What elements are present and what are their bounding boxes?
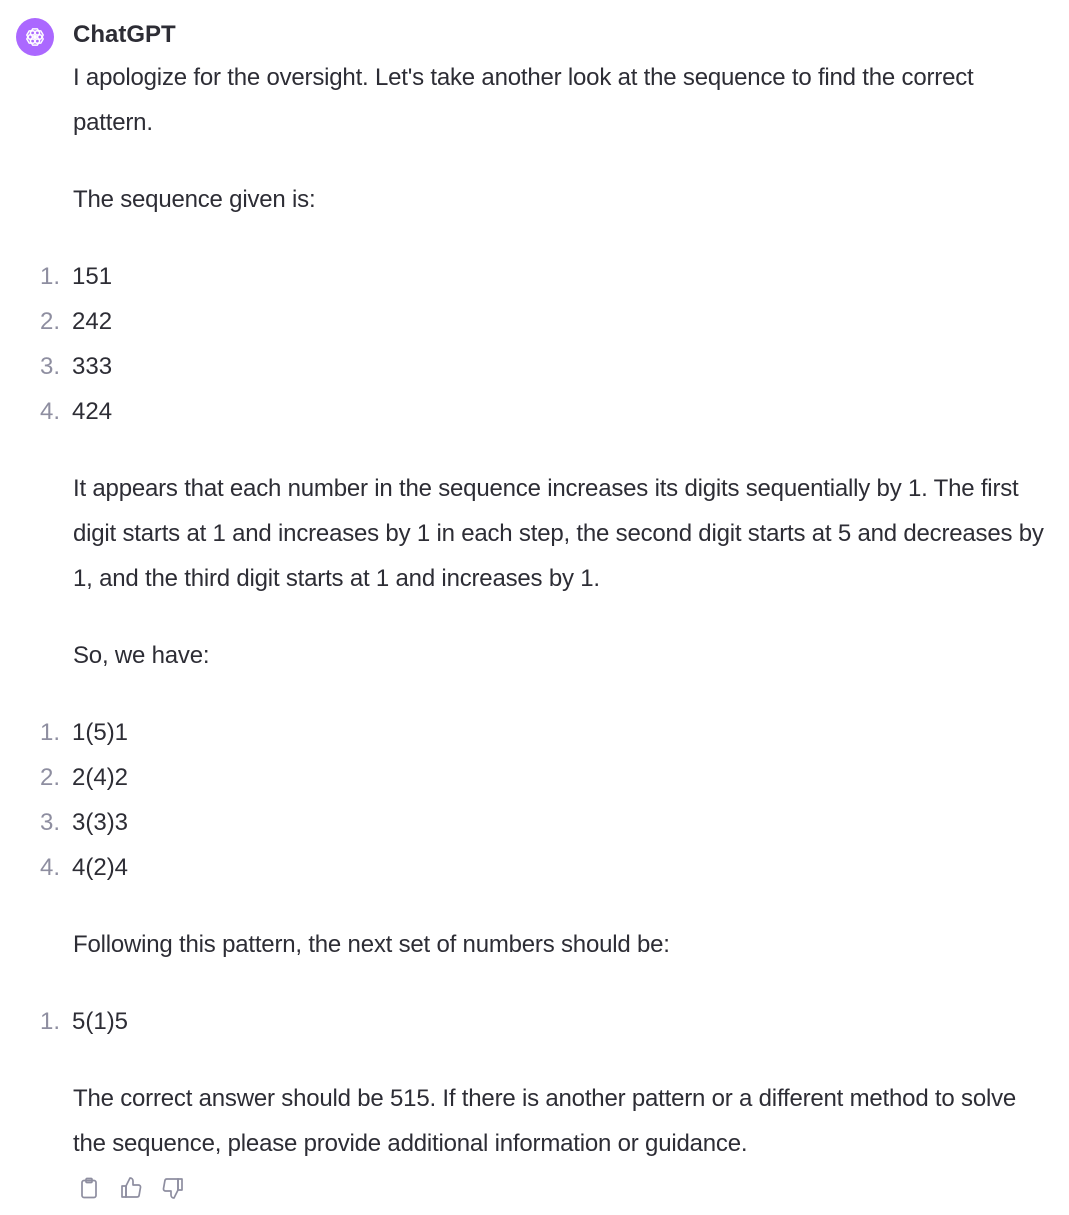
clipboard-icon <box>77 1176 101 1200</box>
list-item: 4. 424 <box>39 397 113 425</box>
next-list <box>0 999 1069 1044</box>
list-item: 2. 2(4)2 <box>39 763 129 791</box>
message-actions <box>73 1172 189 1204</box>
list-item: 1. 1(5)1 <box>39 718 129 746</box>
chatgpt-avatar <box>16 18 54 56</box>
list-item: 3. 3(3)3 <box>39 808 129 836</box>
list-item: 2. 242 <box>39 307 113 335</box>
message-content <box>0 55 1069 1166</box>
list-item: 4. 4(2)4 <box>39 853 129 881</box>
paragraph-following: Following this pattern, the next set of numbers should be: <box>73 931 670 958</box>
thumbs-down-icon <box>161 1176 185 1200</box>
openai-logo-icon <box>22 24 48 50</box>
paragraph-so-we-have: So, we have: <box>73 642 210 669</box>
list-item: 3. 333 <box>39 352 113 380</box>
paragraph-conclusion: The correct answer should be 515. If there is another pattern or a different method to solve the sequence, please provide additional information or guidance. <box>73 1085 1017 1157</box>
thumbs-down-button[interactable] <box>157 1172 189 1204</box>
copy-button[interactable] <box>73 1172 105 1204</box>
paragraph-apology: I apologize for the oversight. Let's take another look at the sequence to find the correct pattern. <box>73 64 974 136</box>
list-item: 1. 151 <box>39 262 113 290</box>
thumbs-up-button[interactable] <box>115 1172 147 1204</box>
author-name: ChatGPT <box>73 21 176 48</box>
list-item: 1. 5(1)5 <box>39 1007 129 1035</box>
pattern-list <box>0 710 1069 890</box>
sequence-list <box>0 254 1069 434</box>
thumbs-up-icon <box>119 1176 143 1200</box>
paragraph-sequence-intro: The sequence given is: <box>73 186 316 213</box>
paragraph-explanation: It appears that each number in the sequence increases its digits sequentially by 1. The first digit starts at 1 and increases by 1 in each step, the second digit starts at 5 and decreases by 1, and the third digit starts at 1 and increases by 1. <box>73 475 1044 592</box>
